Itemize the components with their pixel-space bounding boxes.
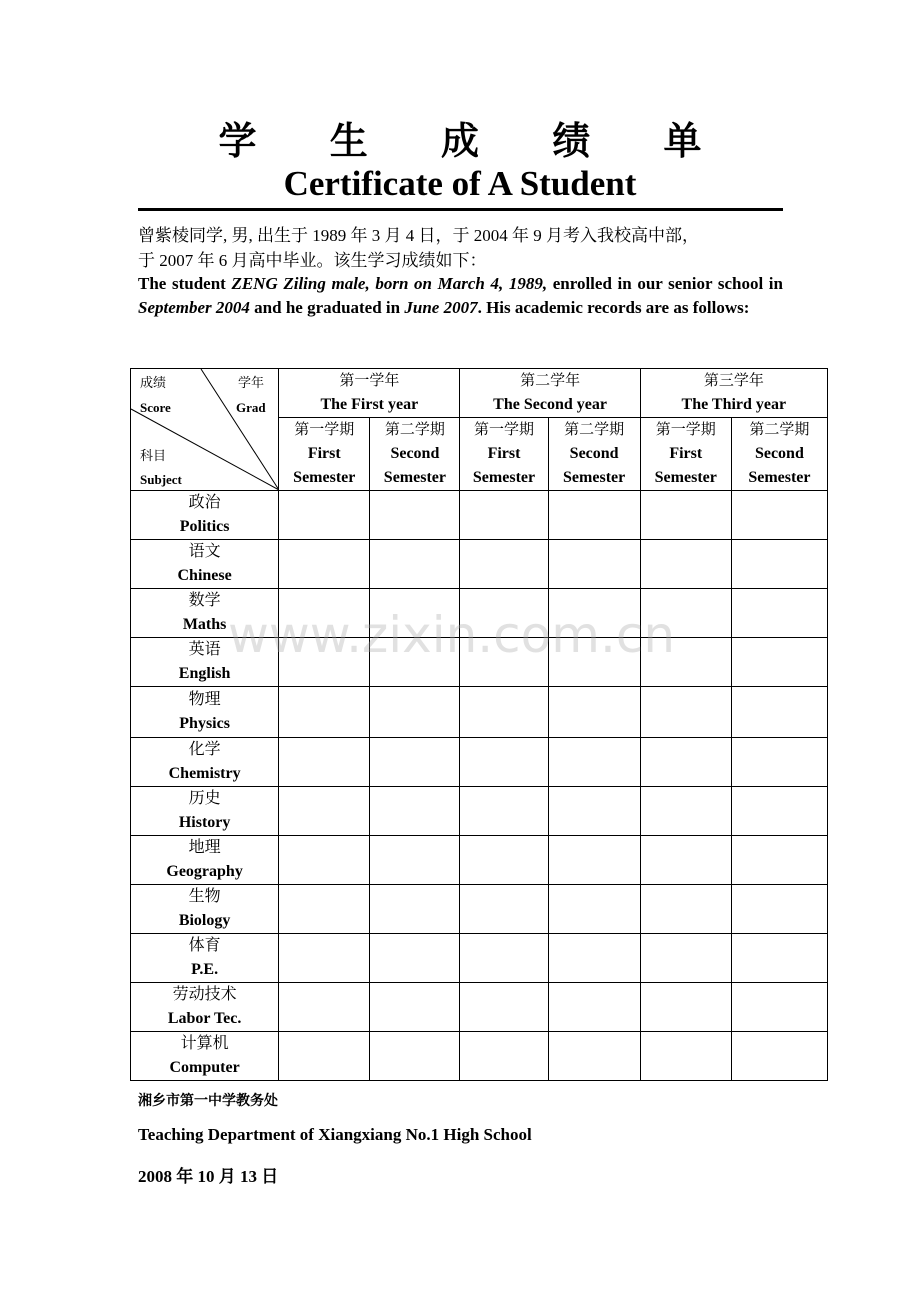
footer-date: 2008 年 10 月 13 日 — [138, 1167, 279, 1186]
grade-cell — [548, 540, 640, 589]
semester-header — [370, 418, 460, 491]
year-cn: 第三学年 — [703, 373, 764, 389]
year-cn: 第一学年 — [339, 373, 400, 389]
grade-cell — [460, 885, 548, 934]
subject-cell — [131, 836, 279, 885]
subject-cell — [131, 1032, 279, 1081]
grade-cell — [279, 787, 370, 836]
subject-cell — [131, 638, 279, 687]
grade-cell — [548, 491, 640, 540]
grade-cell — [731, 491, 827, 540]
subject-cn: 英语 — [188, 641, 221, 658]
grade-cell — [460, 738, 548, 787]
grade-cell — [460, 787, 548, 836]
semester-en-1: First — [487, 445, 521, 462]
grade-cell — [460, 491, 548, 540]
intro-en-part-1: The student — [138, 274, 232, 293]
grade-cell — [279, 1032, 370, 1081]
subject-cell — [131, 934, 279, 983]
grade-cell — [640, 638, 731, 687]
subject-cn: 地理 — [188, 839, 221, 856]
grade-cell — [370, 934, 460, 983]
semester-header — [279, 418, 370, 491]
table-row — [131, 589, 828, 638]
subject-en: Biology — [178, 912, 231, 929]
intro-en-part-2: enrolled in our senior school in — [547, 274, 783, 293]
intro-en-name-dob: ZENG Ziling male, born on March 4, 1989, — [231, 274, 548, 293]
grade-cell — [279, 934, 370, 983]
grade-cell — [640, 738, 731, 787]
subject-cell — [131, 787, 279, 836]
semester-en-1: Second — [569, 445, 619, 462]
grade-cell — [279, 540, 370, 589]
semester-header — [460, 418, 548, 491]
intro-en-part-4: . His academic records are as follows: — [477, 298, 750, 317]
grade-cell — [279, 885, 370, 934]
table-row — [131, 934, 828, 983]
grade-cell — [279, 589, 370, 638]
grade-cell — [731, 540, 827, 589]
semester-header — [640, 418, 731, 491]
grade-cell — [370, 787, 460, 836]
semester-cn: 第二学期 — [384, 422, 445, 438]
corner-grad-cn: 学年 — [238, 375, 265, 390]
subject-en: Physics — [179, 715, 230, 732]
grade-cell — [460, 1032, 548, 1081]
intro-chinese-line-2: 于 2007 年 6 月高中毕业。该生学习成绩如下： — [138, 251, 487, 270]
intro-english — [138, 272, 783, 320]
footer-department-en: Teaching Department of Xiangxiang No.1 High School — [138, 1125, 532, 1144]
grade-cell — [731, 738, 827, 787]
grade-cell — [640, 589, 731, 638]
grade-cell — [640, 885, 731, 934]
footer-department-cn: 湘乡市第一中学教务处 — [138, 1093, 278, 1109]
page-title-chinese: 学 生 成 绩 单 — [218, 119, 732, 163]
grade-cell — [548, 687, 640, 738]
subject-en: Geography — [166, 863, 243, 880]
grade-cell — [460, 836, 548, 885]
grade-cell — [370, 638, 460, 687]
title-divider — [138, 208, 783, 211]
year-en: The Third year — [681, 396, 787, 413]
semester-en-2: Semester — [748, 469, 811, 486]
grade-cell — [548, 638, 640, 687]
grade-cell — [731, 1032, 827, 1081]
grade-cell — [460, 983, 548, 1032]
semester-en-1: Second — [754, 445, 804, 462]
subject-en: History — [178, 814, 231, 831]
subject-cn: 化学 — [188, 741, 221, 758]
grade-cell — [279, 836, 370, 885]
grade-cell — [640, 540, 731, 589]
grade-cell — [370, 589, 460, 638]
grade-cell — [460, 934, 548, 983]
intro-en-enroll-date: September 2004 — [138, 298, 250, 317]
subject-cn: 历史 — [188, 790, 221, 807]
corner-grad-en: Grad — [236, 400, 266, 415]
table-row — [131, 638, 828, 687]
subject-cn: 物理 — [188, 691, 221, 708]
grade-cell — [548, 836, 640, 885]
table-row — [131, 787, 828, 836]
subject-en: Politics — [179, 518, 230, 535]
grade-cell — [279, 638, 370, 687]
corner-subject-en: Subject — [140, 472, 182, 487]
page-title-english: Certificate of A Student — [283, 164, 637, 203]
grade-cell — [640, 983, 731, 1032]
semester-cn: 第二学期 — [749, 422, 810, 438]
grade-cell — [640, 787, 731, 836]
subject-cn: 语文 — [188, 543, 221, 560]
grade-cell — [370, 491, 460, 540]
grade-cell — [731, 638, 827, 687]
grades-table — [130, 368, 828, 1081]
semester-header — [731, 418, 827, 491]
grade-cell — [370, 836, 460, 885]
grade-cell — [279, 983, 370, 1032]
grade-cell — [370, 540, 460, 589]
grade-cell — [460, 687, 548, 738]
subject-cell — [131, 885, 279, 934]
corner-subject-cn: 科目 — [140, 448, 167, 463]
subject-en: Computer — [169, 1059, 240, 1076]
table-row — [131, 738, 828, 787]
intro-en-grad-date: June 2007 — [404, 298, 478, 317]
grade-cell — [731, 687, 827, 738]
subject-cell — [131, 738, 279, 787]
year-header-first — [279, 369, 460, 418]
table-row — [131, 491, 828, 540]
grade-cell — [640, 1032, 731, 1081]
semester-en-2: Semester — [563, 469, 626, 486]
intro-chinese — [138, 223, 783, 273]
subject-cell — [131, 687, 279, 738]
grade-cell — [460, 638, 548, 687]
grade-cell — [548, 1032, 640, 1081]
grade-cell — [640, 836, 731, 885]
grade-cell — [731, 983, 827, 1032]
grade-cell — [731, 934, 827, 983]
subject-cell — [131, 983, 279, 1032]
subject-cn: 政治 — [188, 494, 221, 511]
grade-cell — [548, 589, 640, 638]
grade-cell — [548, 983, 640, 1032]
grade-cell — [640, 934, 731, 983]
year-en: The First year — [320, 396, 419, 413]
grade-cell — [548, 738, 640, 787]
grade-cell — [640, 491, 731, 540]
subject-cell — [131, 540, 279, 589]
semester-en-2: Semester — [654, 469, 717, 486]
table-row — [131, 540, 828, 589]
subject-cell — [131, 491, 279, 540]
semester-cn: 第一学期 — [474, 422, 535, 438]
subject-cn: 劳动技术 — [172, 986, 237, 1003]
semester-en-2: Semester — [472, 469, 536, 486]
semester-en-1: First — [307, 445, 341, 462]
grade-cell — [548, 934, 640, 983]
semester-cn: 第二学期 — [564, 422, 625, 438]
grade-cell — [460, 540, 548, 589]
subject-cn: 计算机 — [180, 1035, 229, 1052]
grade-cell — [370, 738, 460, 787]
year-en: The Second year — [493, 396, 607, 413]
intro-en-part-3: and he graduated in — [249, 298, 405, 317]
subject-cell — [131, 589, 279, 638]
grade-cell — [548, 787, 640, 836]
semester-en-2: Semester — [293, 469, 356, 486]
subject-en: English — [178, 665, 231, 682]
subject-en: Chemistry — [168, 765, 241, 782]
subject-cn: 体育 — [188, 937, 221, 954]
year-cn: 第二学年 — [520, 373, 581, 389]
grade-cell — [731, 836, 827, 885]
table-row — [131, 836, 828, 885]
year-header-third — [640, 369, 827, 418]
semester-en-1: Second — [390, 445, 440, 462]
table-row — [131, 687, 828, 738]
corner-score-en: Score — [140, 400, 171, 415]
grade-cell — [731, 787, 827, 836]
semester-header — [548, 418, 640, 491]
table-row — [131, 885, 828, 934]
grade-cell — [370, 687, 460, 738]
grade-cell — [370, 885, 460, 934]
subject-en: Chinese — [177, 567, 232, 584]
grade-cell — [370, 983, 460, 1032]
subject-cn: 数学 — [188, 592, 221, 609]
table-row — [131, 983, 828, 1032]
corner-score-cn: 成绩 — [140, 375, 167, 390]
subject-cn: 生物 — [188, 888, 221, 905]
intro-chinese-line-1: 曾紫棱同学, 男, 出生于 1989 年 3 月 4 日，于 2004 年 9 月考入我校高中部， — [138, 226, 699, 245]
grade-cell — [548, 885, 640, 934]
subject-rows — [131, 491, 828, 1081]
grade-cell — [640, 687, 731, 738]
grade-cell — [370, 1032, 460, 1081]
grade-cell — [279, 491, 370, 540]
semester-cn: 第一学期 — [294, 422, 355, 438]
semester-en-2: Semester — [383, 469, 446, 486]
year-header-second — [460, 369, 640, 418]
subject-en: P.E. — [191, 961, 219, 978]
subject-en: Labor Tec. — [167, 1010, 242, 1027]
semester-en-1: First — [669, 445, 703, 462]
grade-cell — [460, 589, 548, 638]
grade-cell — [731, 885, 827, 934]
semester-cn: 第一学期 — [655, 422, 716, 438]
table-corner-header — [131, 369, 279, 491]
grade-cell — [731, 589, 827, 638]
subject-en: Maths — [182, 616, 227, 633]
watermark: www.zixin.com.cn — [228, 606, 676, 664]
table-row — [131, 1032, 828, 1081]
grade-cell — [279, 738, 370, 787]
grade-cell — [279, 687, 370, 738]
